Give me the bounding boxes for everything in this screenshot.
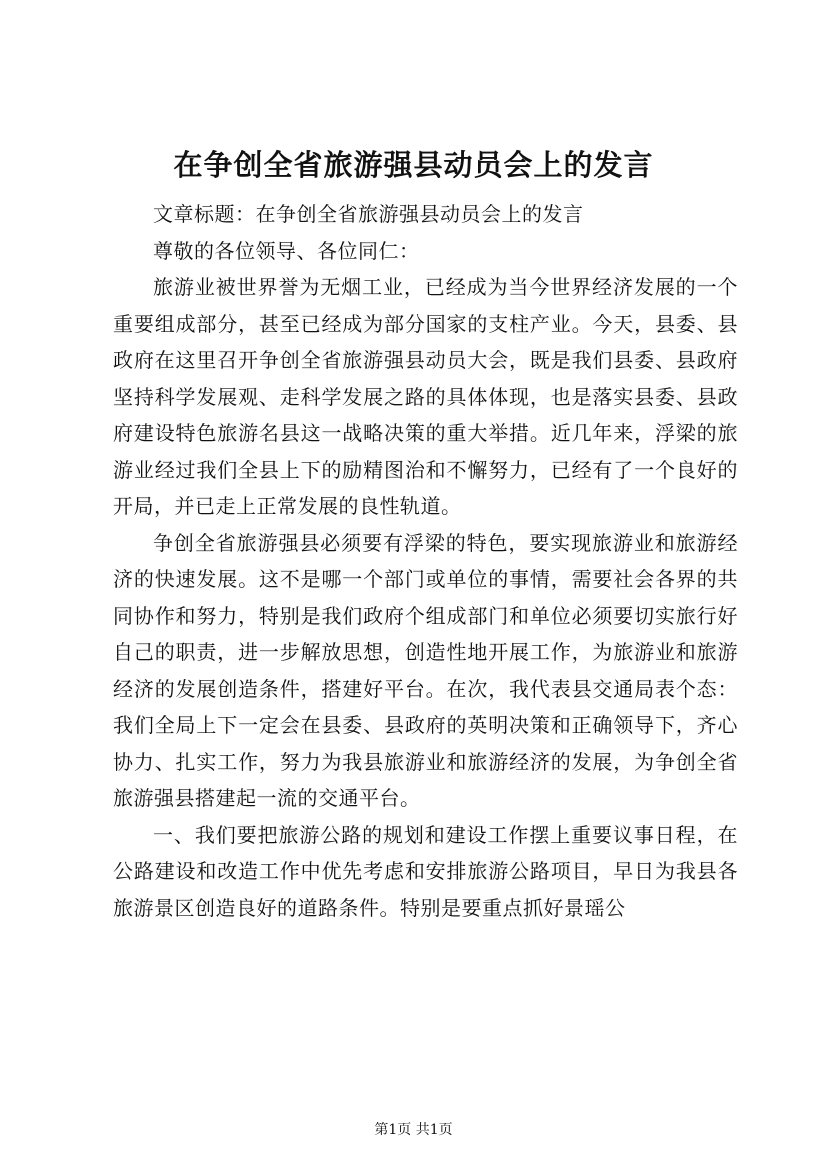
paragraph-intro: 旅游业被世界誉为无烟工业，已经成为当今世界经济发展的一个重要组成部分，甚至已经成为部分国家的支柱产业。今天，县委、县政府在这里召开争创全省旅游强县动员大会，既是我们县委、县政府坚持科学发展观、走科学发展之路的具体体现，也是落实县委、县政府建设特色旅游名县这一战略决策的重大举措。近几年来，浮梁的旅游业经过我们全县上下的励精图治和不懈努力，已经有了一个良好的开局，并已走上正常发展的良性轨道。 (113, 275, 738, 518)
document-body (113, 196, 738, 926)
paragraph-point-one: 一、我们要把旅游公路的规划和建设工作摆上重要议事日程，在公路建设和改造工作中优先考虑和安排旅游公路项目，早日为我县各旅游景区创造良好的道路条件。特别是要重点抓好景瑶公 (113, 822, 738, 920)
article-title-line: 文章标题：在争创全省旅游强县动员会上的发言 (153, 202, 584, 226)
paragraph-strong-county: 争创全省旅游强县必须要有浮梁的特色，要实现旅游业和旅游经济的快速发展。这不是哪一个部门或单位的事情，需要社会各界的共同协作和努力，特别是我们政府个组成部门和单位必须要切实旅行好自己的职责，进一步解放思想，创造性地开展工作，为旅游业和旅游经济的发展创造条件，搭建好平台。在次，我代表县交通局表个态：我们全局上下一定会在县委、县政府的英明决策和正确领导下，齐心协力、扎实工作，努力为我县旅游业和旅游经济的发展，为争创全省旅游强县搭建起一流的交通平台。 (113, 530, 738, 810)
salutation: 尊敬的各位领导、各位同仁： (153, 238, 420, 263)
document-title: 在争创全省旅游强县动员会上的发言 (173, 148, 654, 182)
page-footer: 第1页 共1页 (374, 1122, 453, 1138)
